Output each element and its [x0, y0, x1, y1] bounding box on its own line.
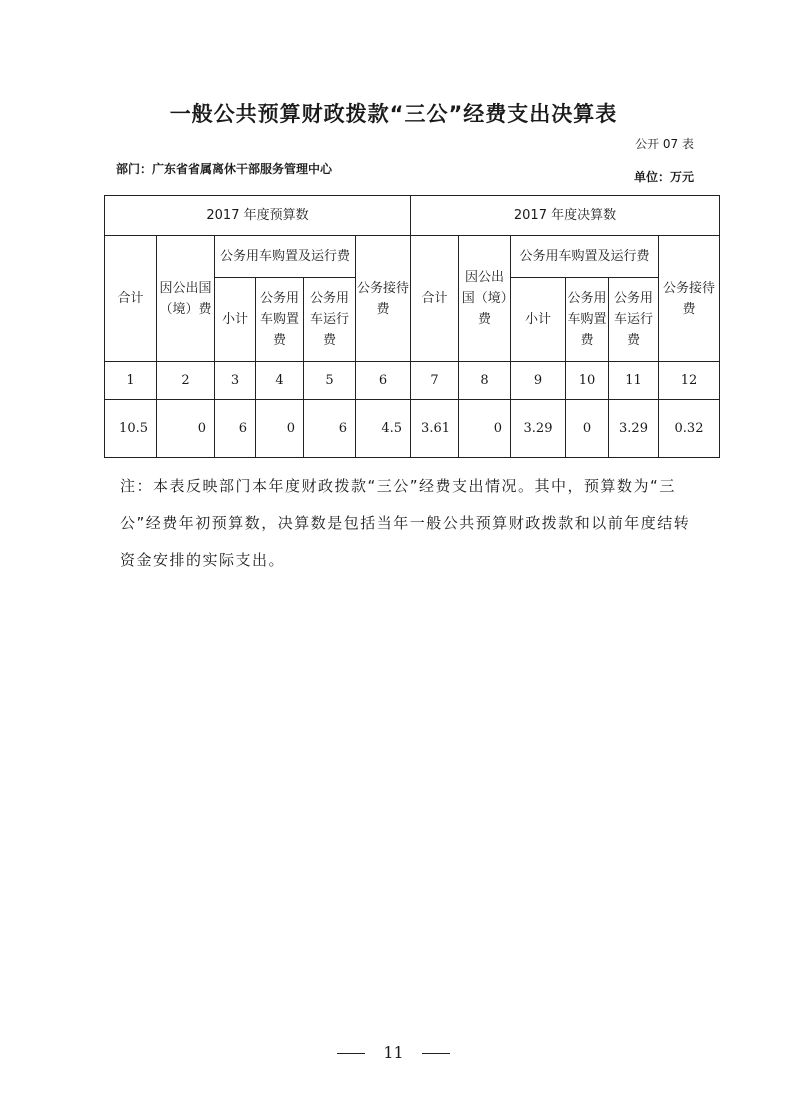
index-cell: 3	[215, 362, 256, 400]
budget-abroad-header: 因公出国（境）费	[157, 236, 215, 362]
index-cell: 8	[459, 362, 511, 400]
value-cell: 0	[566, 400, 609, 458]
value-cell: 0	[256, 400, 304, 458]
final-purchase-header: 公务用车购置费	[566, 278, 609, 362]
index-cell: 6	[356, 362, 411, 400]
department-label: 部门：广东省省属离休干部服务管理中心	[116, 162, 333, 176]
value-cell: 0	[157, 400, 215, 458]
value-cell: 0.32	[659, 400, 720, 458]
final-header: 2017 年度决算数	[411, 196, 720, 236]
value-cell: 6	[215, 400, 256, 458]
final-vehicle-group-header: 公务用车购置及运行费	[511, 236, 659, 278]
index-cell: 5	[304, 362, 356, 400]
footnote: 注：本表反映部门本年度财政拨款“三公”经费支出情况。其中，预算数为“三公”经费年初预算数，决算数是包括当年一般公共预算财政拨款和以前年度结转资金安排的实际支出。	[120, 477, 691, 569]
page-number-footer	[0, 1043, 787, 1062]
form-number: 公开 07 表	[635, 137, 694, 151]
budget-purchase-header: 公务用车购置费	[256, 278, 304, 362]
budget-header: 2017 年度预算数	[105, 196, 411, 236]
dash-right	[422, 1053, 450, 1054]
value-cell: 0	[459, 400, 511, 458]
budget-subtotal-header: 小计	[215, 278, 256, 362]
final-subtotal-header: 小计	[511, 278, 566, 362]
value-cell: 4.5	[356, 400, 411, 458]
index-cell: 11	[609, 362, 659, 400]
final-operation-header: 公务用车运行费	[609, 278, 659, 362]
index-cell: 12	[659, 362, 720, 400]
page-number: 11	[383, 1043, 404, 1062]
final-reception-header: 公务接待费	[659, 236, 720, 362]
page-title: 一般公共预算财政拨款“三公”经费支出决算表	[169, 102, 618, 126]
index-cell: 2	[157, 362, 215, 400]
value-cell: 6	[304, 400, 356, 458]
index-cell: 1	[105, 362, 157, 400]
final-abroad-header: 因公出国（境）费	[459, 236, 511, 362]
final-total-header: 合计	[411, 236, 459, 362]
budget-operation-header: 公务用车运行费	[304, 278, 356, 362]
value-cell: 10.5	[105, 400, 157, 458]
index-cell: 10	[566, 362, 609, 400]
unit-label: 单位：万元	[633, 170, 694, 184]
expenditure-table	[104, 195, 720, 458]
value-cell: 3.61	[411, 400, 459, 458]
dash-left	[337, 1053, 365, 1054]
index-cell: 4	[256, 362, 304, 400]
value-cell: 3.29	[609, 400, 659, 458]
budget-vehicle-group-header: 公务用车购置及运行费	[215, 236, 356, 278]
value-cell: 3.29	[511, 400, 566, 458]
budget-total-header: 合计	[105, 236, 157, 362]
index-cell: 7	[411, 362, 459, 400]
budget-reception-header: 公务接待费	[356, 236, 411, 362]
index-cell: 9	[511, 362, 566, 400]
